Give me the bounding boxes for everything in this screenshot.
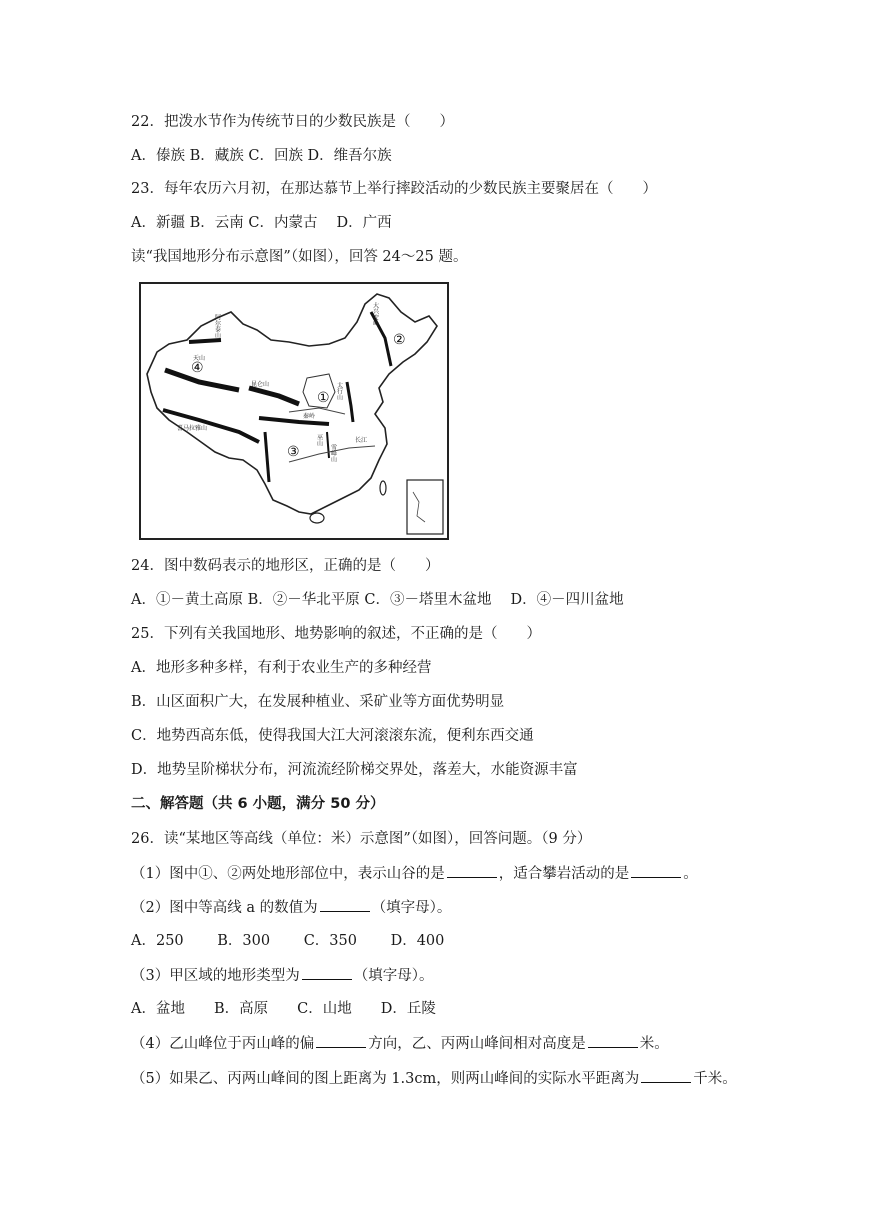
q26-part5 <box>131 1068 737 1089</box>
answer-blank[interactable] <box>588 1033 638 1048</box>
q26-part2-text-a: （2）图中等高线 a 的数值为 <box>131 900 318 916</box>
q26-part2-text-b: （填字母）。 <box>371 900 452 916</box>
q26-part5-text-b: 千米。 <box>693 1071 737 1087</box>
q26-part3-text-a: （3）甲区域的地形类型为 <box>131 968 300 984</box>
q26-part1 <box>131 863 698 884</box>
q24-options: A．①－黄土高原 B．②－华北平原 C．③－塔里木盆地 D．④－四川盆地 <box>131 592 624 608</box>
q23-stem: 23．每年农历六月初，在那达慕节上举行摔跤活动的少数民族主要聚居在（ ） <box>131 181 657 197</box>
q24-stem: 24．图中数码表示的地形区，正确的是（ ） <box>131 558 440 574</box>
map-marker-2: ② <box>393 332 406 348</box>
q25-option-d: D．地势呈阶梯状分布，河流流经阶梯交界处，落差大，水能资源丰富 <box>131 762 578 778</box>
map-label-tianshan: 天山 <box>193 355 206 362</box>
china-terrain-map <box>139 282 449 540</box>
map-label-changjiang: 长江 <box>355 437 368 444</box>
map-label-qinling: 秦岭 <box>303 413 316 420</box>
answer-blank[interactable] <box>631 863 681 878</box>
q26-part3-options: A．盆地 B．高原 C．山地 D．丘陵 <box>131 1001 436 1017</box>
section-heading: 二、解答题（共 6 小题，满分 50 分） <box>131 796 385 812</box>
q23-options: A．新疆 B．云南 C．内蒙古 D．广西 <box>131 215 392 231</box>
map-label-himalaya: 喜马拉雅山 <box>177 425 208 432</box>
q26-part4-text-b: 方向，乙、丙两山峰间相对高度是 <box>368 1036 586 1052</box>
map-label-kunlun: 昆仑山 <box>251 381 270 388</box>
q26-part4-text-c: 米。 <box>639 1036 669 1052</box>
q26-part4-text-a: （4）乙山峰位于丙山峰的偏 <box>131 1036 315 1052</box>
q26-part2-options: A．250 B．300 C．350 D．400 <box>131 933 445 949</box>
q22-stem: 22．把泼水节作为传统节日的少数民族是（ ） <box>131 114 454 130</box>
q26-part2 <box>131 897 451 918</box>
map-label-xuefeng: 雪峰山 <box>329 444 337 462</box>
map-label-daxinganling: 大兴安岭 <box>371 302 379 326</box>
map-label-wushan: 巫山 <box>315 434 323 446</box>
map-intro: 读“我国地形分布示意图”（如图），回答 24～25 题。 <box>131 249 468 265</box>
q26-part3 <box>131 965 433 986</box>
q26-part4 <box>131 1033 669 1054</box>
q25-option-a: A．地形多种多样，有利于农业生产的多种经营 <box>131 660 432 676</box>
map-marker-3: ③ <box>287 444 300 460</box>
q26-part1-text-b: ，适合攀岩活动的是 <box>498 866 630 882</box>
answer-blank[interactable] <box>302 965 352 980</box>
answer-blank[interactable] <box>641 1068 691 1083</box>
q26-stem: 26．读“某地区等高线（单位：米）示意图”（如图），回答问题。（9 分） <box>131 831 592 847</box>
map-marker-1: ① <box>317 390 330 406</box>
answer-blank[interactable] <box>320 897 370 912</box>
q26-part1-text-c: 。 <box>683 866 698 882</box>
q25-option-c: C．地势西高东低，使得我国大江大河滚滚东流，便利东西交通 <box>131 728 534 744</box>
q26-part3-text-b: （填字母）。 <box>353 968 434 984</box>
map-label-altay: 阿尔泰山 <box>213 314 221 338</box>
q22-options: A．傣族 B．藏族 C．回族 D．维吾尔族 <box>131 148 392 164</box>
q25-option-b: B．山区面积广大，在发展种植业、采矿业等方面优势明显 <box>131 694 505 710</box>
q25-stem: 25．下列有关我国地形、地势影响的叙述，不正确的是（ ） <box>131 626 541 642</box>
q26-part5-text-a: （5）如果乙、丙两山峰间的图上距离为 1.3cm，则两山峰间的实际水平距离为 <box>131 1071 640 1087</box>
map-marker-4: ④ <box>191 360 204 376</box>
q26-part1-text-a: （1）图中①、②两处地形部位中，表示山谷的是 <box>131 866 445 882</box>
answer-blank[interactable] <box>447 863 497 878</box>
answer-blank[interactable] <box>316 1033 366 1048</box>
map-label-taihangshan: 太行山 <box>335 382 343 400</box>
